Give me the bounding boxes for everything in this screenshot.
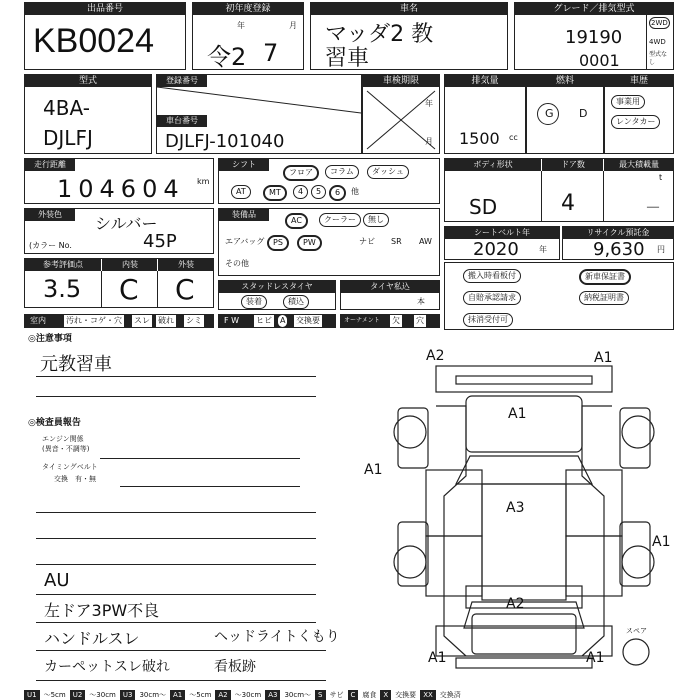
legend-c: C <box>348 690 359 700</box>
report-rule-4 <box>36 538 316 539</box>
report-engine-label: エンジン関係 <box>42 435 84 443</box>
equip-aw: AW <box>419 237 432 246</box>
doors-value: 4 <box>561 191 575 216</box>
report-remark-2: 左ドア3PW不良 <box>44 601 160 620</box>
legend-s: S <box>315 690 325 700</box>
exterior-value: C <box>175 273 195 306</box>
notes-label: ◎注意事項 <box>28 334 72 344</box>
doors-label: ドア数 <box>541 159 604 171</box>
lot-code: KB0024 <box>33 22 154 60</box>
mileage-value: 104604 <box>57 175 185 203</box>
tire-label: タイヤ私込 <box>341 281 439 293</box>
chassis-box <box>156 74 362 154</box>
seatbelt-box <box>444 226 560 260</box>
shift-dash: ダッシュ <box>367 165 409 179</box>
mark-a2-rear: A2 <box>506 596 525 612</box>
report-remark-4: ヘッドライトくもり <box>214 629 340 645</box>
year-box <box>192 2 304 70</box>
drive-4wd: 4WD <box>649 38 666 46</box>
mileage-unit: km <box>197 177 210 186</box>
lot-box <box>24 2 186 70</box>
report-rule-7 <box>36 622 316 623</box>
report-engine-sub: (異音・不調等) <box>42 445 90 453</box>
report-label: ◎検査員報告 <box>28 418 81 428</box>
legend-a1: A1 <box>170 690 185 700</box>
interior-label: 内装 <box>101 259 158 271</box>
interior-value: C <box>119 273 139 306</box>
legend-x-desc: 交換要 <box>395 691 417 699</box>
report-timing-sub: 交換 有・無 <box>54 475 96 483</box>
shift-mt: MT <box>263 185 287 201</box>
month-label: 月 <box>289 21 297 30</box>
seatbelt-label: シートベルト年 <box>445 227 559 239</box>
equip-ac: AC <box>285 213 308 229</box>
mark-a1-right: A1 <box>652 534 671 550</box>
fuel-box <box>526 74 604 154</box>
report-remark-3: ハンドルスレ <box>44 629 140 648</box>
body-divider-2 <box>603 171 604 221</box>
grades-box <box>24 258 214 308</box>
interior-cond-1: 汚れ・コゲ・穴 <box>66 316 122 325</box>
mark-a1-rear-right: A1 <box>586 650 605 666</box>
cross-line <box>157 75 361 117</box>
legend-u1-desc: ～5cm <box>43 691 66 699</box>
seatbelt-unit: 年 <box>539 245 547 254</box>
shift-at: AT <box>231 185 251 199</box>
color-code: 45P <box>143 231 177 252</box>
era-label: 年 <box>237 21 245 30</box>
grade-box <box>514 2 674 70</box>
fuel-d: D <box>579 107 588 120</box>
doc-insurance: 自賠承認請求 <box>463 291 521 305</box>
model-value: 4BA-DJLFJ <box>43 96 93 150</box>
fuel-g: G <box>545 107 554 120</box>
chassis-label: 車台番号 <box>157 115 207 127</box>
score-label: 参考評価点 <box>25 259 101 271</box>
report-rule-2 <box>120 486 300 487</box>
body-box <box>444 158 674 222</box>
inspection-year: 年 <box>425 99 433 108</box>
legend-xx-desc: 交換済 <box>439 691 461 699</box>
equip-pw: PW <box>297 235 322 251</box>
legend-u2-desc: ～30cm <box>89 691 116 699</box>
mileage-box <box>24 158 214 204</box>
report-rule-5 <box>36 564 316 565</box>
model-box <box>24 74 152 154</box>
engine-box <box>444 74 526 154</box>
body-divider-1 <box>541 171 542 221</box>
body-label: ボディ形状 <box>445 159 541 171</box>
report-rule-3 <box>36 512 316 513</box>
capacity-value: － <box>645 198 662 217</box>
inspection-month: 月 <box>425 137 433 146</box>
equip-navi: ナビ <box>359 237 375 246</box>
interior-cond-2: スレ <box>134 316 150 325</box>
engine-label: 排気量 <box>445 75 525 87</box>
grade-line1: 19190 <box>565 27 623 48</box>
doc-tax: 納税証明書 <box>579 291 629 305</box>
note-rule-2 <box>36 396 316 397</box>
equipment-box <box>218 208 440 276</box>
drive-column <box>646 15 673 69</box>
shift-label: シフト <box>219 159 269 171</box>
mileage-label: 走行距離 <box>25 159 75 171</box>
usage-business: 事業用 <box>611 95 645 109</box>
equip-airbag: エアバッグ <box>225 237 265 246</box>
legend-a2-desc: ～30cm <box>234 691 262 699</box>
capacity-unit: t <box>659 173 663 182</box>
report-rule-9 <box>36 680 326 681</box>
fw-crack: ヒビ <box>256 316 272 325</box>
legend-x: X <box>380 690 391 700</box>
recycle-unit: 円 <box>657 245 665 254</box>
spare-label: スペア <box>626 627 647 635</box>
legend-c-desc: 腐食 <box>362 691 377 699</box>
ornament-label: オーナメント <box>344 317 380 324</box>
doc-cancel: 抹消受付可 <box>463 313 513 327</box>
ornament-missing: 欠 <box>392 316 400 325</box>
score-value: 3.5 <box>43 275 82 303</box>
legend-u2: U2 <box>70 690 86 700</box>
equip-ps: PS <box>267 235 289 251</box>
legend-a3: A3 <box>265 690 280 700</box>
doc-signboard: 搬入時看板付 <box>463 269 521 283</box>
fw-bar <box>218 314 336 328</box>
color-value: シルバー <box>95 214 158 233</box>
studless-label: スタッドレスタイヤ <box>219 281 335 293</box>
history-label: 登録番号 <box>157 75 207 87</box>
fuel-label: 燃料 <box>527 75 603 87</box>
mark-a2-front: A2 <box>426 348 445 364</box>
legend-u1: U1 <box>24 690 40 700</box>
interior-cond-3: 破れ <box>158 316 174 325</box>
usage-label: 車歴 <box>605 75 673 87</box>
tire-value: 本 <box>417 297 425 306</box>
mark-a1-hood: A1 <box>508 406 527 422</box>
ornament-hole: 穴 <box>416 316 424 325</box>
fw-label: F W <box>224 316 240 325</box>
model-label: 型式 <box>25 75 151 87</box>
fuel-selected-mark <box>537 103 559 125</box>
car-name-value: マッダ2 教習車 <box>325 22 434 71</box>
mark-a3-roof: A3 <box>506 500 525 516</box>
shift-box <box>218 158 440 204</box>
report-remark-5: カーペットスレ破れ <box>44 659 170 675</box>
documents-box <box>444 262 674 330</box>
legend-xx: XX <box>420 690 436 700</box>
car-name-box <box>310 2 508 70</box>
shift-floor: フロア <box>283 165 319 181</box>
shift-column: コラム <box>325 165 359 179</box>
engine-value: 1500 <box>459 129 500 148</box>
mark-a1-front: A1 <box>594 350 613 366</box>
report-rule-1 <box>100 458 300 459</box>
recycle-label: リサイクル預託金 <box>563 227 673 239</box>
notes-line-1: 元教習車 <box>40 354 112 375</box>
recycle-value: 9,630 <box>593 239 645 260</box>
grade-line2: 0001 <box>579 51 620 70</box>
exterior-label: 外装 <box>157 259 214 271</box>
equipment-label: 装備品 <box>219 209 269 221</box>
legend-a2: A2 <box>215 690 230 700</box>
tire-box <box>340 280 440 310</box>
legend-s-desc: サビ <box>329 691 344 699</box>
mark-a1-left: A1 <box>364 462 383 478</box>
report-remark-6: 看板跡 <box>214 659 256 675</box>
mark-a1-rear-left: A1 <box>428 650 447 666</box>
month-value: 7 <box>263 39 279 67</box>
usage-rental: レンタカー <box>611 115 660 129</box>
shift-6: 6 <box>329 185 346 201</box>
grades-divider-1 <box>101 271 102 307</box>
equip-other: その他 <box>225 259 249 268</box>
drive-none: 型式なし <box>649 51 668 66</box>
drive-2wd: 2WD <box>651 19 668 27</box>
seatbelt-value: 2020 <box>473 239 519 260</box>
grade-label: グレード／排気型式 <box>515 3 673 15</box>
usage-box <box>604 74 674 154</box>
color-code-label: (カラー No. <box>29 241 72 250</box>
year-label: 初年度登録 <box>193 3 303 15</box>
studless-fitted: 装着 <box>241 295 267 309</box>
legend-a1-desc: ～5cm <box>189 691 212 699</box>
legend-u3-desc: 30cm～ <box>139 691 167 699</box>
shift-4: 4 <box>293 185 308 199</box>
report-rule-6 <box>36 594 316 595</box>
report-remark-1: AU <box>44 570 70 591</box>
shift-other: 他 <box>351 187 359 196</box>
report-rule-8 <box>36 650 326 651</box>
fw-replace: 交換要 <box>296 316 320 325</box>
interior-cond-bar <box>24 314 214 328</box>
car-name-label: 車名 <box>311 3 507 15</box>
color-box <box>24 208 214 254</box>
note-rule-1 <box>36 376 316 377</box>
color-label: 外装色 <box>25 209 75 221</box>
report-timing-label: タイミングベルト <box>42 463 98 471</box>
lot-label: 出品番号 <box>25 3 185 15</box>
equip-cooler: クーラー <box>319 213 361 227</box>
capacity-label: 最大積載量 <box>603 159 674 171</box>
fw-a: A <box>280 316 286 325</box>
body-value: SD <box>469 195 498 219</box>
doc-warranty: 新車保証書 <box>579 269 631 285</box>
studless-loaded: 積込 <box>283 295 309 309</box>
interior-cond-4: シミ <box>186 316 202 325</box>
legend-u3: U3 <box>120 690 136 700</box>
interior-cond-label: 室内 <box>30 316 46 325</box>
notes-section <box>24 334 324 414</box>
ornament-bar <box>340 314 440 328</box>
chassis-value: DJLFJ-101040 <box>165 131 285 152</box>
studless-box <box>218 280 336 310</box>
legend-a3-desc: 30cm～ <box>284 691 312 699</box>
inspection-label: 車検期限 <box>363 75 439 87</box>
shift-5: 5 <box>311 185 326 199</box>
equip-sr: SR <box>391 237 402 246</box>
inspection-box <box>362 74 440 154</box>
legend-bar <box>24 690 674 700</box>
era-value: 令2 <box>207 43 247 71</box>
grades-divider-2 <box>157 271 158 307</box>
recycle-box <box>562 226 674 260</box>
equip-none: 無し <box>363 213 389 227</box>
engine-unit: cc <box>509 133 518 142</box>
